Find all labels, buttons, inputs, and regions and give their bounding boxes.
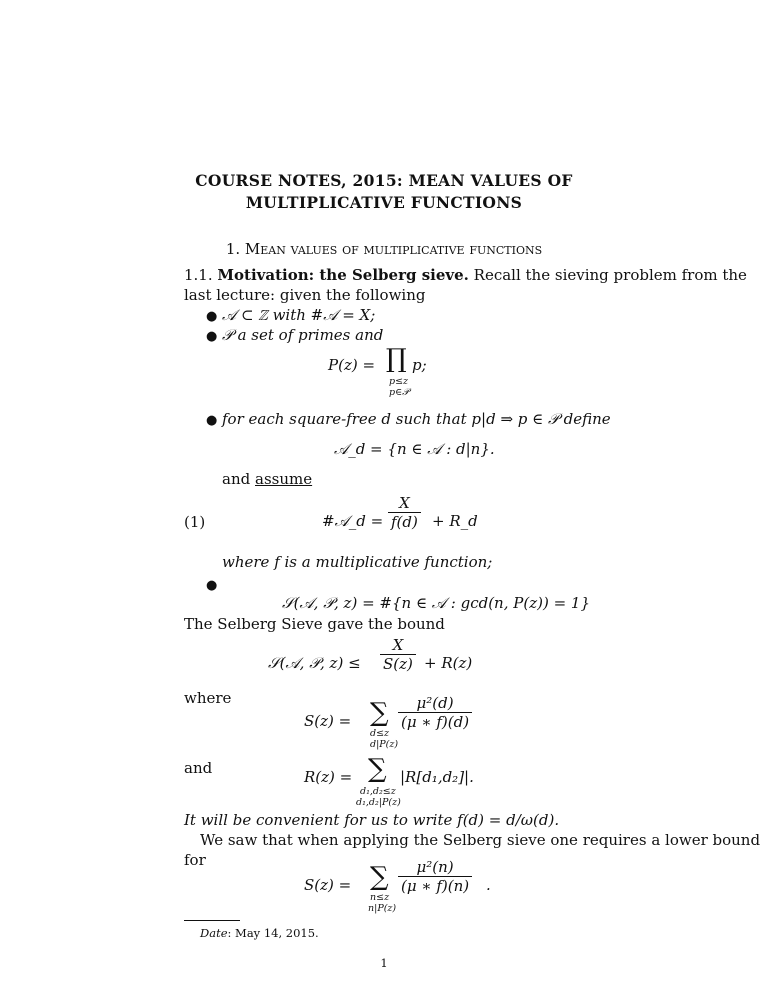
saw-text-line2: for [184, 851, 206, 869]
eq1-left: #𝒜_d = [322, 512, 384, 530]
eq-sn-subscript-1: n≤z [370, 892, 390, 903]
footnote-value: : May 14, 2015. [227, 926, 319, 940]
eq-rz-left: R(z) = [304, 768, 353, 786]
subsection-title: Motivation: the Selberg sieve. [217, 266, 469, 284]
eq-sieve-function-definition: 𝒮(𝒜, 𝒫, z) = #{n ∈ 𝒜 : gcd(n, P(z)) = 1} [282, 594, 590, 612]
eq-pz-left: P(z) = [328, 356, 376, 374]
eq-sz-left: S(z) = [304, 712, 352, 730]
footnote-rule [184, 920, 240, 921]
eq-rz-subscript-1: d₁,d₂≤z [360, 786, 396, 797]
summation-symbol: ∑ [370, 698, 389, 728]
eq-bound-left: 𝒮(𝒜, 𝒫, z) ≤ [268, 654, 361, 672]
page-number: 1 [380, 956, 388, 970]
eq-sz-subscript-2: d|P(z) [370, 739, 399, 750]
bullet-marker: ● [206, 413, 218, 428]
bullet-marker: ● [206, 309, 218, 324]
summation-symbol: ∑ [370, 862, 389, 892]
bullet-marker: ● [206, 578, 218, 593]
eq-sn-numerator: μ²(n) [416, 858, 454, 876]
paper-title-line1: COURSE NOTES, 2015: MEAN VALUES OF [195, 171, 573, 190]
eq1-fraction [388, 494, 421, 531]
eq-bound-numerator: X [392, 636, 404, 654]
eq-sn-period: . [486, 876, 491, 894]
eq-rz-right: |R[d₁,d₂]|. [400, 768, 474, 786]
where-text: where [184, 689, 232, 707]
bullet-1-text: 𝒜 ⊂ ℤ with #𝒜 = X; [222, 306, 376, 324]
and-text: and [222, 470, 251, 488]
eq-rz-subscript-2: d₁,d₂|P(z) [356, 797, 401, 808]
eq-pz-right: p; [412, 356, 427, 374]
eq-bound-denominator: S(z) [380, 654, 416, 673]
convenient-text: It will be convenient for us to write f(d) = d/ω(d). [184, 811, 560, 829]
eq-sn-left: S(z) = [304, 876, 352, 894]
and-text-2: and [184, 759, 213, 777]
eq-ad-definition: 𝒜_d = {n ∈ 𝒜 : d|n}. [334, 440, 495, 458]
footnote-label: Date [200, 926, 228, 940]
eq-sz-subscript-1: d≤z [370, 728, 390, 739]
and-assume-line [222, 469, 312, 489]
intro-text-line2: last lecture: given the following [184, 286, 426, 304]
eq-pz-subscript-2: p∈𝒫 [389, 387, 409, 398]
eq-bound-fraction [380, 636, 416, 673]
eq-sz-fraction [398, 694, 472, 731]
bullet-marker: ● [206, 329, 218, 344]
where-f-text: where f is a multiplicative function; [222, 553, 493, 571]
assume-text: assume [255, 470, 313, 488]
paper-title-line2: MULTIPLICATIVE FUNCTIONS [245, 193, 523, 212]
subsection-intro-line1 [184, 265, 747, 285]
selberg-bound-text: The Selberg Sieve gave the bound [184, 615, 445, 633]
eq1-denominator: f(d) [388, 512, 421, 531]
section-heading: 1. Mean values of multiplicative functions [225, 240, 543, 258]
bullet-2-text: 𝒫 a set of primes and [222, 326, 384, 344]
eq-sz-denominator: (μ ∗ f)(d) [398, 712, 472, 731]
saw-text-line1: We saw that when applying the Selberg sieve one requires a lower bound [200, 831, 761, 849]
subsection-label: 1.1. [184, 266, 213, 284]
equation-1-label: (1) [184, 513, 206, 531]
eq-pz-subscript-1: p≤z [389, 376, 409, 387]
eq1-right: + R_d [432, 512, 478, 530]
intro-text-line1: Recall the sieving problem from the [473, 266, 747, 284]
summation-symbol: ∑ [368, 754, 387, 784]
eq-sn-subscript-2: n|P(z) [368, 903, 397, 914]
eq-sn-denominator: (μ ∗ f)(n) [398, 876, 472, 895]
product-symbol: ∏ [386, 344, 407, 374]
eq1-numerator: X [399, 494, 410, 512]
eq-sz-numerator: μ²(d) [416, 694, 454, 712]
bullet-3-text: for each square-free d such that p|d ⇒ p ∈ 𝒫 define [222, 410, 611, 428]
footnote [200, 926, 319, 940]
eq-bound-right: + R(z) [424, 654, 473, 672]
eq-sn-fraction [398, 858, 472, 895]
